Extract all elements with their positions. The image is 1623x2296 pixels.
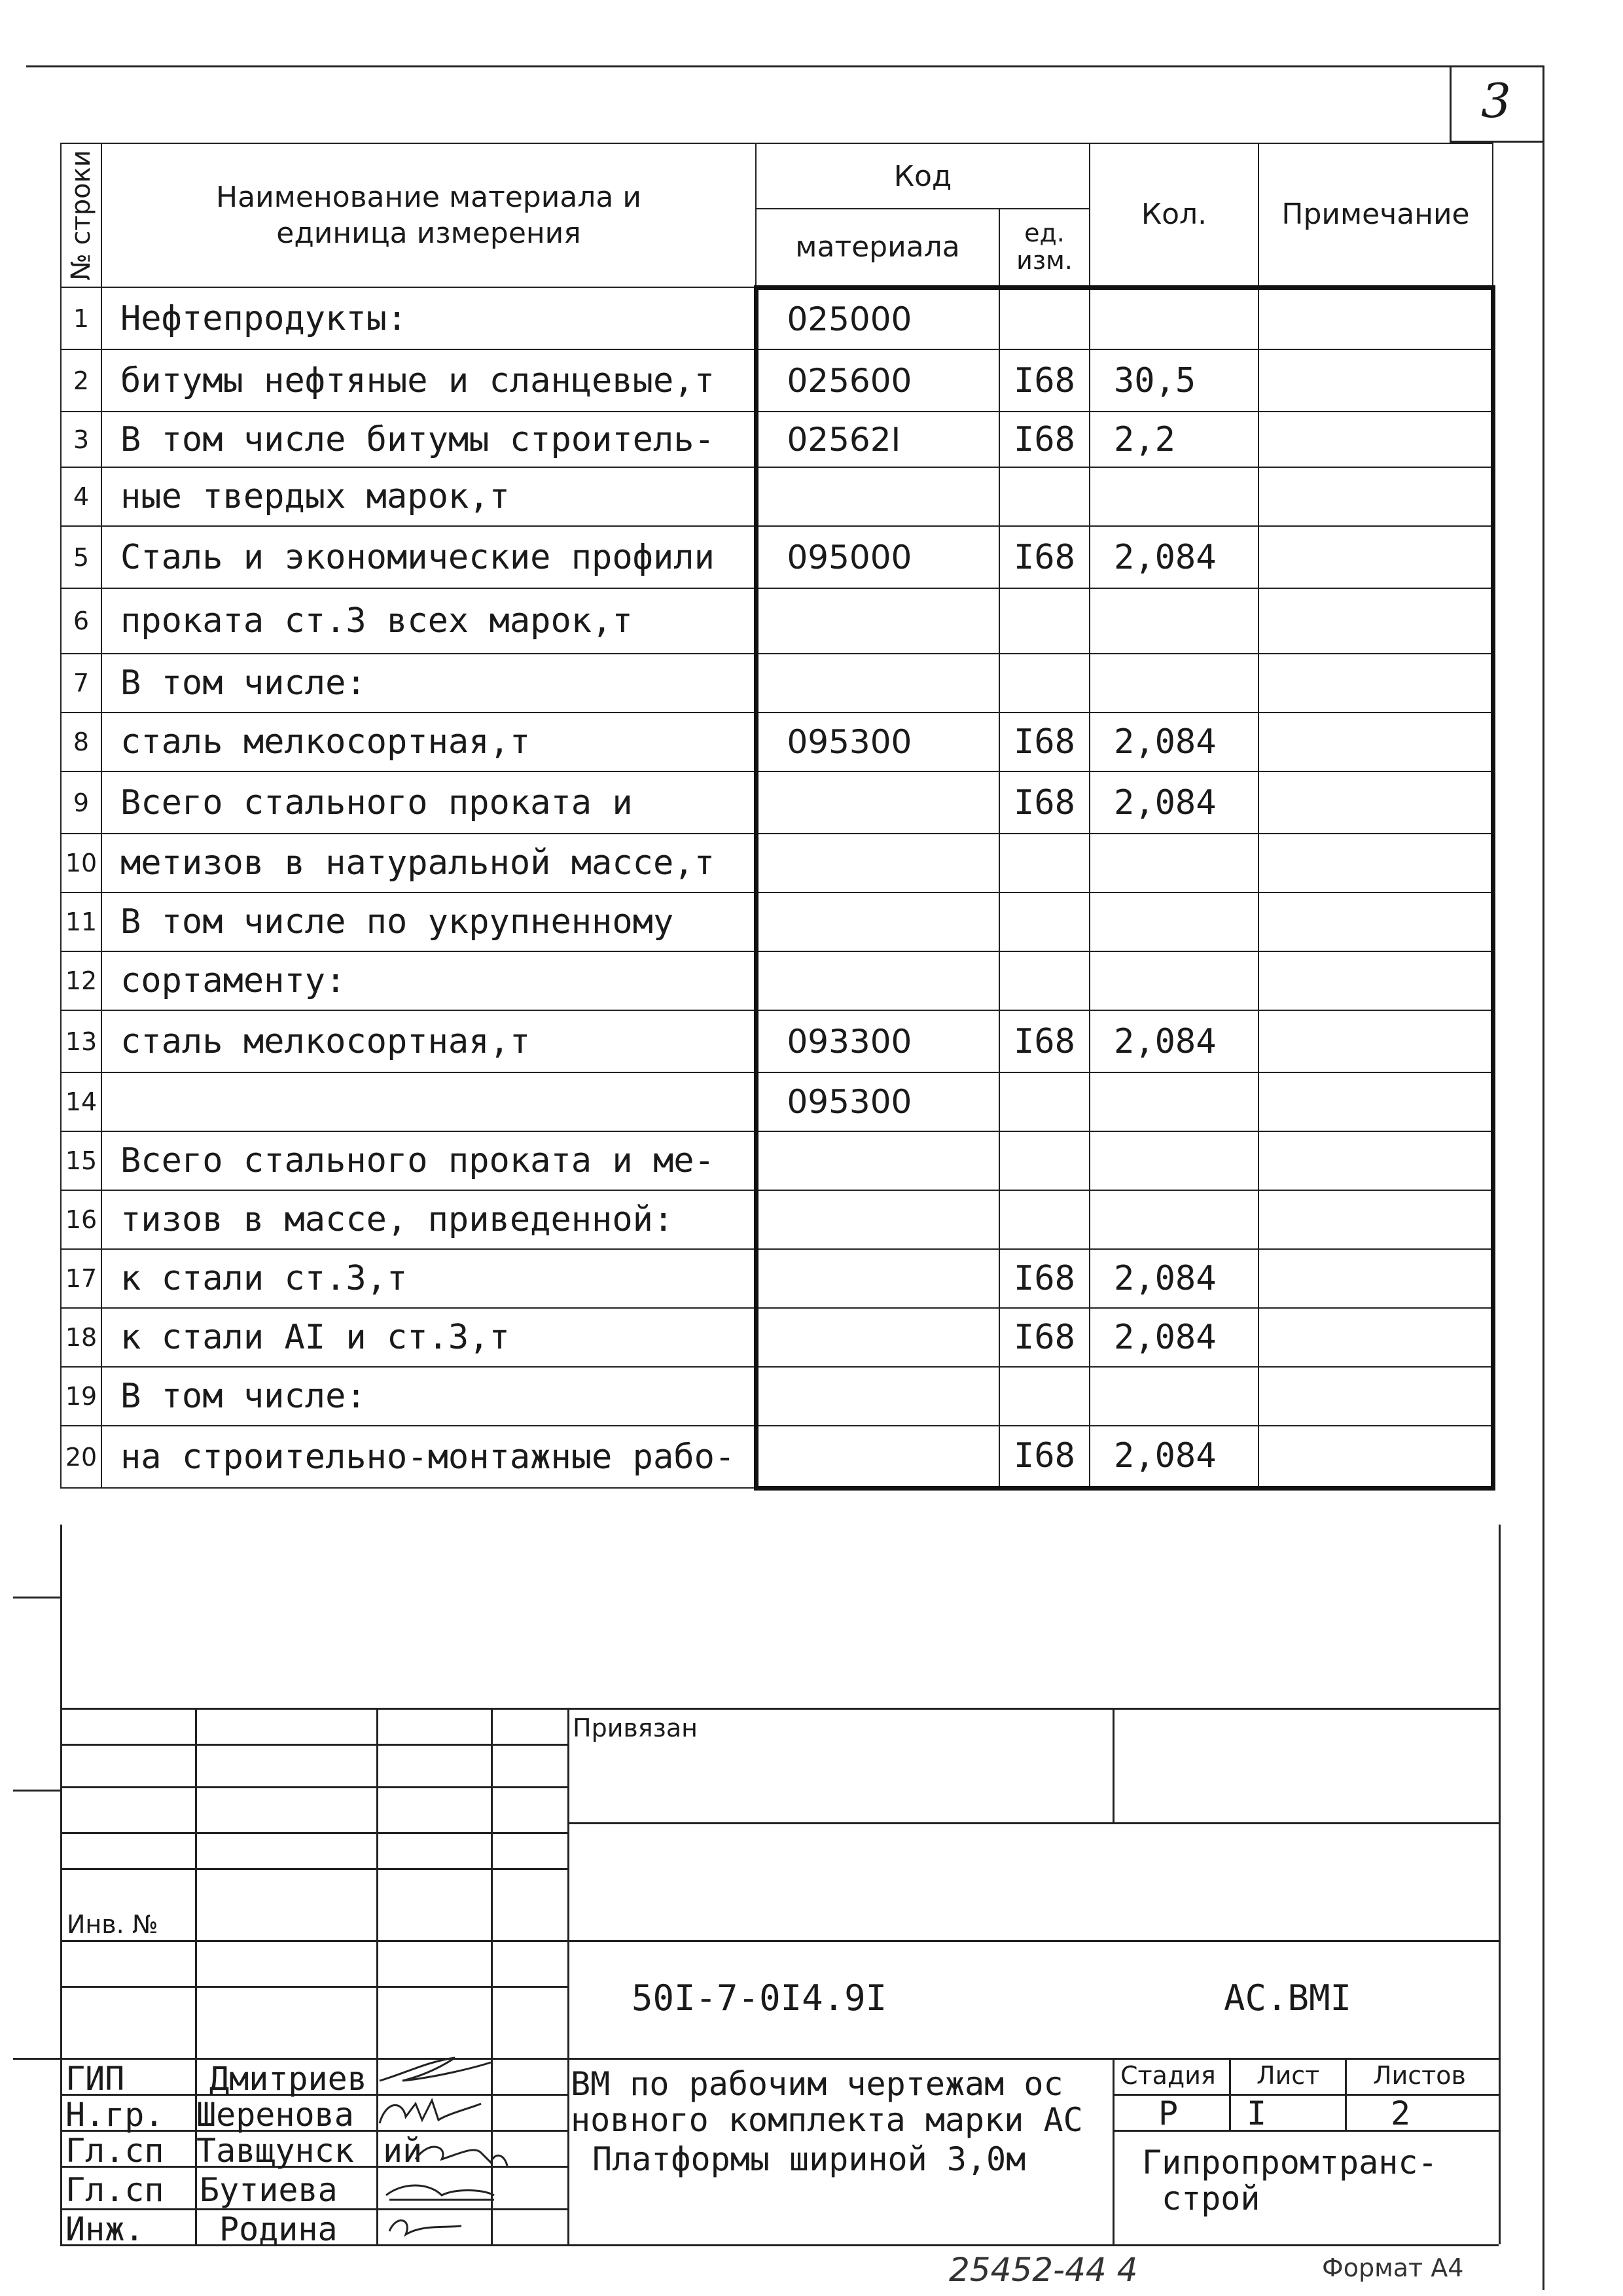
document-mark: АС.ВМI bbox=[1224, 1977, 1352, 2019]
frame-inner-right-border bbox=[1499, 1525, 1501, 2244]
note-cell bbox=[1258, 1308, 1493, 1367]
material-code-cell bbox=[756, 588, 999, 654]
table-row bbox=[61, 526, 1493, 588]
note-cell bbox=[1258, 771, 1493, 834]
staff-name-continued: ий bbox=[383, 2132, 423, 2170]
material-name-cell: битумы нефтяные и сланцевые,т bbox=[101, 349, 756, 412]
material-code-cell: 093300 bbox=[756, 1010, 999, 1072]
material-code-cell bbox=[756, 1190, 999, 1249]
sheet-label: Лист bbox=[1257, 2061, 1320, 2090]
quantity-cell bbox=[1090, 654, 1258, 713]
signature-inzh bbox=[389, 2221, 461, 2234]
description-line-1: ВМ по рабочим чертежам ос bbox=[571, 2065, 1063, 2103]
quantity-cell: 2,084 bbox=[1090, 771, 1258, 834]
material-code-cell bbox=[756, 771, 999, 834]
quantity-cell bbox=[1090, 1190, 1258, 1249]
frame-right-border bbox=[1543, 65, 1544, 2290]
margin-mark bbox=[13, 1790, 60, 1792]
material-code-cell: 095300 bbox=[756, 713, 999, 771]
quantity-cell: 2,084 bbox=[1090, 1426, 1258, 1488]
unit-cell bbox=[999, 892, 1090, 951]
material-name-cell: В том числе: bbox=[101, 1367, 756, 1426]
quantity-cell: 2,2 bbox=[1090, 412, 1258, 467]
signatures bbox=[376, 2055, 573, 2251]
table-row bbox=[61, 412, 1493, 467]
table-row bbox=[61, 1308, 1493, 1367]
table-row bbox=[61, 1072, 1493, 1131]
bound-label: Привязан bbox=[573, 1714, 698, 1742]
staff-role: ГИП bbox=[65, 2060, 125, 2098]
unit-cell bbox=[999, 951, 1090, 1010]
note-cell bbox=[1258, 1249, 1493, 1308]
table-row bbox=[61, 588, 1493, 654]
material-code-cell bbox=[756, 1367, 999, 1426]
staff-name: Шеренова bbox=[196, 2096, 354, 2134]
organization-line-1: Гипропромтранс- bbox=[1142, 2144, 1438, 2181]
quantity-cell bbox=[1090, 287, 1258, 349]
format-label: Формат А4 bbox=[1322, 2253, 1464, 2282]
title-block-col bbox=[1113, 1708, 1115, 1822]
materials-table bbox=[60, 143, 1495, 1491]
sheet-number: 3 bbox=[1481, 73, 1511, 128]
staff-role: Н.гр. bbox=[65, 2096, 164, 2134]
table-row bbox=[61, 654, 1493, 713]
staff-role: Гл.сп bbox=[65, 2132, 164, 2170]
row-number-cell: 2 bbox=[61, 349, 101, 412]
material-code-cell bbox=[756, 1131, 999, 1190]
quantity-cell bbox=[1090, 1131, 1258, 1190]
sheets-value: 2 bbox=[1391, 2094, 1411, 2132]
material-name-cell: тизов в массе, приведенной: bbox=[101, 1190, 756, 1249]
row-number-cell: 16 bbox=[61, 1190, 101, 1249]
row-number-cell: 8 bbox=[61, 713, 101, 771]
material-code-cell bbox=[756, 951, 999, 1010]
unit-cell: I68 bbox=[999, 1010, 1090, 1072]
unit-cell: I68 bbox=[999, 1426, 1090, 1488]
sheets-label: Листов bbox=[1373, 2061, 1466, 2090]
table-row bbox=[61, 771, 1493, 834]
header-row-number: № строки bbox=[61, 143, 101, 287]
note-cell bbox=[1258, 526, 1493, 588]
document-code: 50I-7-0I4.9I bbox=[632, 1977, 887, 2019]
unit-cell: I68 bbox=[999, 771, 1090, 834]
inventory-number-label: Инв. № bbox=[67, 1910, 158, 1939]
header-note: Примечание bbox=[1258, 143, 1493, 287]
material-name-cell: к стали AI и ст.3,т bbox=[101, 1308, 756, 1367]
title-block-line bbox=[567, 1822, 1499, 1824]
material-code-cell bbox=[756, 834, 999, 892]
material-name-cell: сталь мелкосортная,т bbox=[101, 1010, 756, 1072]
material-code-cell bbox=[756, 467, 999, 526]
material-name-cell bbox=[101, 1072, 756, 1131]
material-code-cell: 095000 bbox=[756, 526, 999, 588]
frame-left-border bbox=[60, 1525, 62, 2244]
material-code-cell: 095300 bbox=[756, 1072, 999, 1131]
unit-cell: I68 bbox=[999, 1308, 1090, 1367]
header-code: Код bbox=[756, 143, 1090, 209]
unit-cell bbox=[999, 1367, 1090, 1426]
material-name-cell: ные твердых марок,т bbox=[101, 467, 756, 526]
table-row bbox=[61, 1190, 1493, 1249]
quantity-cell bbox=[1090, 834, 1258, 892]
header-quantity: Кол. bbox=[1090, 143, 1258, 287]
row-number-cell: 18 bbox=[61, 1308, 101, 1367]
material-name-cell: проката ст.3 всех марок,т bbox=[101, 588, 756, 654]
staff-role: Инж. bbox=[65, 2210, 145, 2248]
table-row bbox=[61, 892, 1493, 951]
row-number-cell: 6 bbox=[61, 588, 101, 654]
material-code-cell bbox=[756, 654, 999, 713]
note-cell bbox=[1258, 1072, 1493, 1131]
row-number-cell: 15 bbox=[61, 1131, 101, 1190]
stage-value: Р bbox=[1158, 2094, 1179, 2132]
description-line-2: новного комплекта марки АС bbox=[571, 2101, 1083, 2139]
staff-role: Гл.сп bbox=[65, 2171, 164, 2209]
staff-name: Дмитриев bbox=[209, 2060, 367, 2098]
unit-cell: I68 bbox=[999, 349, 1090, 412]
material-name-cell: В том числе битумы строитель- bbox=[101, 412, 756, 467]
note-cell bbox=[1258, 654, 1493, 713]
quantity-cell: 2,084 bbox=[1090, 1010, 1258, 1072]
quantity-cell bbox=[1090, 467, 1258, 526]
title-block-line bbox=[60, 1940, 1499, 1942]
note-cell bbox=[1258, 892, 1493, 951]
unit-cell: I68 bbox=[999, 526, 1090, 588]
table-row bbox=[61, 1010, 1493, 1072]
margin-mark bbox=[13, 2058, 60, 2060]
row-number-cell: 9 bbox=[61, 771, 101, 834]
material-name-cell: на строительно-монтажные рабо- bbox=[101, 1426, 756, 1488]
staff-name: Родина bbox=[219, 2210, 338, 2248]
quantity-cell: 30,5 bbox=[1090, 349, 1258, 412]
top-rule bbox=[26, 65, 1544, 67]
note-cell bbox=[1258, 834, 1493, 892]
material-name-cell: метизов в натуральной массе,т bbox=[101, 834, 756, 892]
organization-line-2: строй bbox=[1162, 2180, 1260, 2217]
row-number-cell: 1 bbox=[61, 287, 101, 349]
quantity-cell bbox=[1090, 588, 1258, 654]
row-number-cell: 10 bbox=[61, 834, 101, 892]
row-number-cell: 19 bbox=[61, 1367, 101, 1426]
note-cell bbox=[1258, 951, 1493, 1010]
row-number-cell: 3 bbox=[61, 412, 101, 467]
sheet-value: I bbox=[1247, 2094, 1267, 2132]
table-row bbox=[61, 834, 1493, 892]
note-cell bbox=[1258, 467, 1493, 526]
material-name-cell: сортаменту: bbox=[101, 951, 756, 1010]
unit-cell bbox=[999, 287, 1090, 349]
margin-mark bbox=[13, 1597, 60, 1598]
unit-cell bbox=[999, 1131, 1090, 1190]
row-number-cell: 12 bbox=[61, 951, 101, 1010]
row-number-cell: 20 bbox=[61, 1426, 101, 1488]
quantity-cell bbox=[1090, 1367, 1258, 1426]
quantity-cell: 2,084 bbox=[1090, 1249, 1258, 1308]
note-cell bbox=[1258, 713, 1493, 771]
unit-cell: I68 bbox=[999, 412, 1090, 467]
table-row bbox=[61, 1249, 1493, 1308]
material-name-cell: В том числе по укрупненному bbox=[101, 892, 756, 951]
material-code-cell bbox=[756, 1426, 999, 1488]
title-block-top bbox=[60, 1708, 1499, 1710]
title-block-col bbox=[1229, 2058, 1231, 2130]
material-name-cell: Сталь и экономические профили bbox=[101, 526, 756, 588]
signature-glsp-2 bbox=[386, 2185, 494, 2200]
row-number-cell: 11 bbox=[61, 892, 101, 951]
unit-cell bbox=[999, 1072, 1090, 1131]
quantity-cell bbox=[1090, 1072, 1258, 1131]
material-name-cell: В том числе: bbox=[101, 654, 756, 713]
table-row bbox=[61, 713, 1493, 771]
quantity-cell: 2,084 bbox=[1090, 1308, 1258, 1367]
unit-cell bbox=[999, 654, 1090, 713]
signature-gip bbox=[380, 2058, 491, 2081]
signature-glsp-1 bbox=[416, 2147, 507, 2166]
unit-cell bbox=[999, 588, 1090, 654]
unit-cell bbox=[999, 467, 1090, 526]
note-cell bbox=[1258, 287, 1493, 349]
note-cell bbox=[1258, 1426, 1493, 1488]
row-number-cell: 14 bbox=[61, 1072, 101, 1131]
material-code-cell: 025000 bbox=[756, 287, 999, 349]
staff-name: Бутиева bbox=[200, 2171, 338, 2209]
table-row bbox=[61, 349, 1493, 412]
header-material-name: Наименование материала и единица измерения bbox=[101, 143, 756, 287]
unit-cell bbox=[999, 834, 1090, 892]
material-name-cell: Всего стального проката и bbox=[101, 771, 756, 834]
material-name-cell: сталь мелкосортная,т bbox=[101, 713, 756, 771]
note-cell bbox=[1258, 1190, 1493, 1249]
row-number-cell: 13 bbox=[61, 1010, 101, 1072]
row-number-cell: 17 bbox=[61, 1249, 101, 1308]
note-cell bbox=[1258, 1010, 1493, 1072]
table-row bbox=[61, 1131, 1493, 1190]
row-number-cell: 4 bbox=[61, 467, 101, 526]
material-code-cell bbox=[756, 892, 999, 951]
materials-table-body bbox=[61, 287, 1493, 1488]
staff-name: Тавщунск bbox=[196, 2132, 354, 2170]
material-code-cell: 02562I bbox=[756, 412, 999, 467]
material-name-cell: к стали ст.3,т bbox=[101, 1249, 756, 1308]
unit-cell bbox=[999, 1190, 1090, 1249]
table-row bbox=[61, 467, 1493, 526]
unit-cell: I68 bbox=[999, 1249, 1090, 1308]
material-code-cell bbox=[756, 1308, 999, 1367]
note-cell bbox=[1258, 412, 1493, 467]
archive-number: 25452-44 4 bbox=[949, 2251, 1138, 2289]
quantity-cell bbox=[1090, 951, 1258, 1010]
table-row bbox=[61, 951, 1493, 1010]
row-number-cell: 7 bbox=[61, 654, 101, 713]
quantity-cell bbox=[1090, 892, 1258, 951]
material-code-cell bbox=[756, 1249, 999, 1308]
unit-cell: I68 bbox=[999, 713, 1090, 771]
note-cell bbox=[1258, 349, 1493, 412]
quantity-cell: 2,084 bbox=[1090, 713, 1258, 771]
note-cell bbox=[1258, 1367, 1493, 1426]
quantity-cell: 2,084 bbox=[1090, 526, 1258, 588]
material-name-cell: Всего стального проката и ме- bbox=[101, 1131, 756, 1190]
title-block-col bbox=[1345, 2058, 1347, 2130]
note-cell bbox=[1258, 588, 1493, 654]
note-cell bbox=[1258, 1131, 1493, 1190]
material-code-cell: 025600 bbox=[756, 349, 999, 412]
stage-label: Стадия bbox=[1120, 2061, 1216, 2090]
table-row bbox=[61, 287, 1493, 349]
table-row bbox=[61, 1426, 1493, 1488]
header-material-code: материала bbox=[756, 209, 999, 287]
header-unit: ед. изм. bbox=[999, 209, 1090, 287]
row-number-cell: 5 bbox=[61, 526, 101, 588]
material-name-cell: Нефтепродукты: bbox=[101, 287, 756, 349]
title-block-col bbox=[1113, 2058, 1115, 2244]
signature-ngr bbox=[380, 2100, 481, 2123]
description-line-3: Платформы шириной 3,0м bbox=[592, 2140, 1026, 2178]
table-row bbox=[61, 1367, 1493, 1426]
